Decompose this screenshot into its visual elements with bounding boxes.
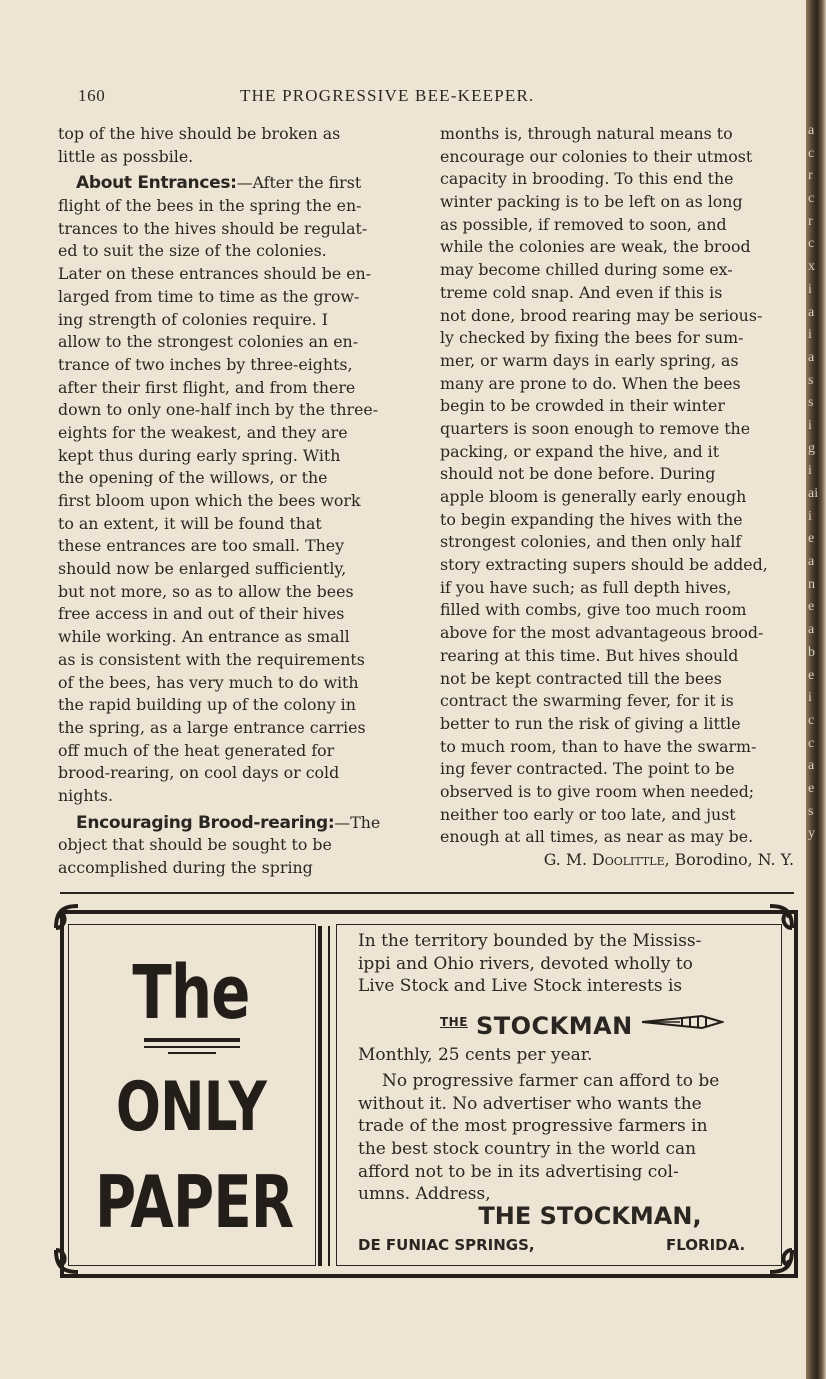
spine-letter: n [808,576,815,592]
text-line: may become chilled during some ex- [440,260,733,280]
text-line: of the bees, has very much to do with [58,672,359,692]
text-line: umns. Address, [358,1184,491,1205]
spine-letter: a [808,758,815,774]
page-header [78,86,798,108]
text-line: afford not to be in its advertising col- [358,1161,679,1182]
text-line: these entrances are too small. They [58,536,345,556]
text-line: flight of the bees in the spring the en- [58,196,362,216]
text-line: while working. An entrance as small [58,627,350,647]
spine-letter: a [808,123,815,138]
spine-letter: g [808,440,815,456]
stockman-brand [440,1012,724,1040]
text-line: first bloom upon which the bees work [58,491,361,510]
text-line: object that should be sought to be [58,835,332,855]
scroll-ornament-icon [766,902,796,932]
spine-letter: a [808,304,815,320]
spine-letter: c [808,191,815,207]
text-line: to an extent, it will be found that [58,513,322,533]
right-paragraph [440,123,796,849]
text-line: apple bloom is generally early enough [440,487,747,506]
spine-letter: e [808,599,815,615]
text-line: better to run the risk of giving a little [440,713,741,733]
text-line: should now be enlarged sufficiently, [58,559,347,579]
text-line: story extracting supers should be added, [440,555,768,575]
text-line: kept thus during early spring. With [58,445,341,465]
text-line: In the territory bounded by the Mississ- [358,931,702,951]
text-line: above for the most advantageous brood- [440,623,764,643]
text-line: the rapid building up of the colony in [58,695,356,715]
text-line: the best stock country in the world can [358,1139,697,1160]
spine-letter: a [808,554,815,570]
text-line: rearing at this time. But hives should [440,645,739,665]
spine-letter: i [808,463,812,479]
text-line: packing, or expand the hive, and it [440,441,720,461]
text-line: many are prone to do. When the bees [440,373,741,393]
text-line: without it. No advertiser who wants the [358,1093,702,1114]
text-line: as is consistent with the requirements [58,649,365,669]
text-line: begin to be crowded in their winter [440,396,725,416]
text-line: mer, or warm days in early spring, as [440,350,739,370]
ad-divider [318,926,322,1266]
heading-continuation: —After the first [236,173,362,193]
spine-letter: s [808,372,814,388]
text-line: to much room, than to have the swarm- [440,736,757,756]
ornamental-rule [168,1052,216,1054]
ornamental-rule [144,1046,240,1048]
spine-letter: i [808,690,812,706]
entrances-heading-line [58,172,414,195]
text-line: brood-rearing, on cool days or cold [58,763,340,783]
page-number: 160 [78,86,106,105]
section-heading-entrances: About Entrances: [76,173,237,194]
text-line: larged from time to time as the grow- [58,286,360,306]
text-line: capacity in brooding. To this end the [440,169,734,189]
spine-letter: c [808,735,815,751]
spine-letter: c [808,712,815,728]
ad-divider-thin [328,926,330,1266]
text-line: the opening of the willows, or the [58,468,328,488]
text-line: as possible, if removed to soon, and [440,214,727,234]
spine-letter: e [808,531,815,547]
spine-letter: i [808,417,812,433]
spine-edge-letters [808,120,822,846]
text-line: trade of the most progressive farmers in [358,1116,708,1137]
text-line: allow to the strongest colonies an en- [58,332,359,352]
brand-name: STOCKMAN [475,1012,633,1040]
text-line: Live Stock and Live Stock interests is [358,976,683,997]
text-line: should not be done before. During [440,464,716,484]
brood-heading-line [58,812,414,835]
right-column [440,123,796,872]
text-line: enough at all times, as near as may be. [440,827,754,847]
ornamental-rule [144,1038,240,1042]
pen-nib-icon [642,1012,724,1032]
spine-letter: r [808,213,813,229]
ad-word-the: The [132,950,250,1036]
text-line: strongest colonies, and then only half [440,532,742,552]
text-line: down to only one-half inch by the three- [58,400,379,420]
text-line: after their first flight, and from there [58,377,356,397]
entrances-paragraph [58,195,414,808]
left-column [58,123,414,880]
text-line: off much of the heat generated for [58,740,335,760]
text-line: not be kept contracted till the bees [440,668,722,688]
text-line: while the colonies are weak, the brood [440,237,751,257]
text-line: if you have such; as full depth hives, [440,577,732,597]
spine-letter: ai [808,486,819,501]
spine-letter: s [808,395,814,411]
brand-prefix: THE [440,1015,468,1029]
spine-letter: i [808,508,812,524]
spine-letter: e [808,780,815,796]
text-line: ing fever contracted. The point to be [440,759,735,779]
heading-continuation: —The [334,812,381,832]
journal-title: THE PROGRESSIVE BEE-KEEPER. [240,86,535,105]
text-line: ippi and Ohio rivers, devoted wholly to [358,953,693,974]
text-line: top of the hive should be broken as [58,124,341,143]
scroll-ornament-icon [52,902,82,932]
text-line: No progressive farmer can afford to be [382,1071,720,1091]
brood-paragraph [58,834,414,879]
spine-letter: i [808,327,812,343]
text-line: contract the swarming fever, for it is [440,691,734,711]
text-line: not done, brood rearing may be serious- [440,305,763,325]
text-line: Later on these entrances should be en- [58,264,372,284]
spine-letter: x [808,259,815,275]
text-line: quarters is soon enough to remove the [440,418,751,438]
spine-letter: a [808,622,815,638]
text-line: observed is to give room when needed; [440,781,755,801]
spine-letter: i [808,281,812,297]
text-line: eights for the weakest, and they are [58,422,348,442]
ad-intro [358,930,768,998]
ad-word-only: ONLY [115,1068,267,1147]
address-name: THE STOCKMAN, [478,1202,702,1230]
text-line: neither too early or too late, and just [440,804,736,824]
spine-letter: c [808,236,815,252]
address-town: DE FUNIAC SPRINGS, [358,1236,535,1254]
spine-letter: a [808,349,815,365]
text-line: treme cold snap. And even if this is [440,282,723,302]
scroll-ornament-icon [766,1246,796,1276]
text-line: months is, through natural means to [440,124,733,143]
spine-letter: e [808,667,815,683]
text-line: free access in and out of their hives [58,604,345,624]
text-line: ly checked by fixing the bees for sum- [440,328,744,348]
text-line: trance of two inches by three-eights, [58,354,353,374]
ad-word-paper: PAPER [95,1160,294,1244]
text-line: but not more, so as to allow the bees [58,581,354,601]
text-line: the spring, as a large entrance carries [58,717,366,737]
spine-letter: b [808,644,815,660]
ad-body [358,1070,768,1206]
spine-letter: r [808,168,813,184]
stockman-advertisement [60,910,794,1276]
text-line: ing strength of colonies require. I [58,309,328,329]
text-line: winter packing is to be left on as long [440,192,743,212]
text-line: to begin expanding the hives with the [440,509,743,529]
text-line: encourage our colonies to their utmost [440,146,753,166]
text-line: nights. [58,785,113,805]
text-line: trances to the hives should be regulat- [58,218,368,238]
divider-rule [60,892,794,894]
scroll-ornament-icon [52,1246,82,1276]
spine-letter: y [808,826,815,842]
author-name: G. M. Doolittle, [543,850,670,869]
spine-letter: c [808,145,815,161]
section-heading-brood-rearing: Encouraging Brood-rearing: [76,812,335,833]
text-line: ed to suit the size of the colonies. [58,241,327,261]
ad-price: Monthly, 25 cents per year. [358,1045,593,1065]
text-line: filled with combs, give too much room [440,600,747,620]
signature [440,849,796,872]
text-line: little as possbile. [58,146,194,166]
author-place: Borodino, N. Y. [674,850,794,869]
address-state: FLORIDA. [666,1236,746,1254]
spine-letter: s [808,803,814,819]
text-line: accomplished during the spring [58,858,313,877]
